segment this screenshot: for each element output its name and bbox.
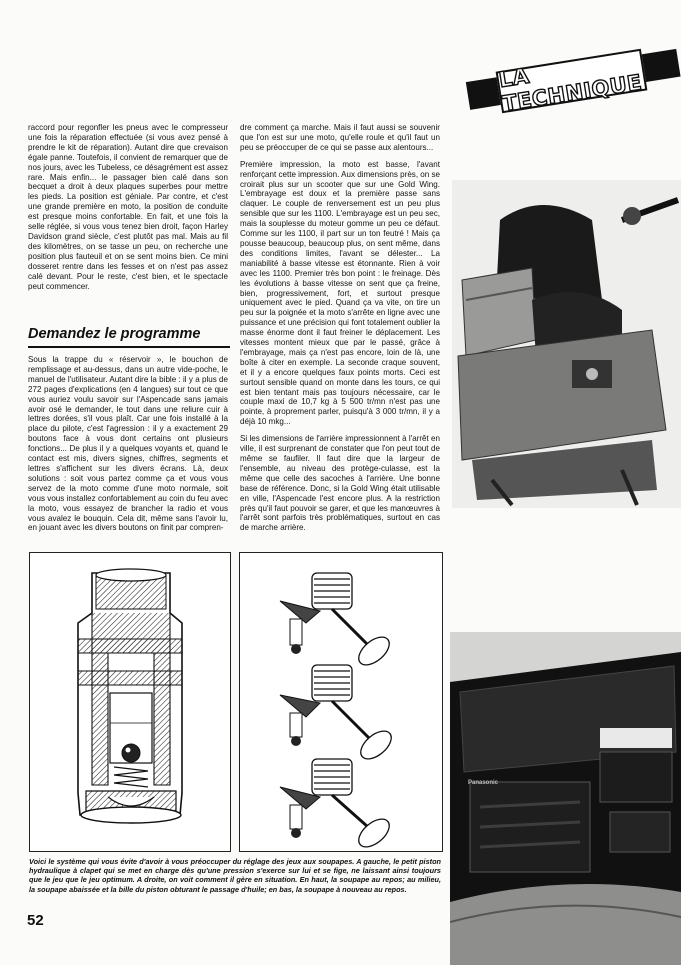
valve-sequence-drawing — [240, 553, 442, 851]
column-1-top — [28, 123, 228, 298]
rubric-title: LA TECHNIQUE — [497, 63, 644, 116]
dashboard-drawing — [450, 632, 681, 965]
column-2 — [240, 123, 440, 540]
valve-lowered-middle — [280, 665, 396, 764]
valve-at-rest-bottom — [280, 759, 394, 851]
motorcycle-photo — [452, 180, 681, 508]
valve-at-rest-top — [280, 573, 394, 670]
rubric-banner — [496, 49, 648, 116]
paragraph: Première impression, la moto est basse, l'avant renforçant cette impression. Aux dimensions près, on se croirait plus sur un scooter que sur une Gold Wing. L'embrayage est doux et la première passe sans claquer. Le couple de renversement est un peu plus sensible que sur les 1100. L'embrayage est un peu sec, mais la souplesse du moteur gomme un peu ce défaut. Comme sur les 1100, il part sur un ton feutré ! Mais ça pousse beaucoup, beaucoup plus, on sent même, dans des conditions limites, l'avant se délester... La maniabilité à basse vitesse est étonnante. Rien à voir avec les 1100. Premier très bon point : le freinage. Dès les évolutions à basse vitesse on sent que ça freine, bien, progressivement, fort, et surtout presque uniquement avec le pied. Quand ça va vite, on tire un peu sur la poignée et la moto s'arrête en ligne avec une puissance et une précision qui font totalement oublier la masse énorme dont il faut freiner le déplacement. Les vitesses montent mieux que par le passé, grâce à l'embrayage, mais ça n'est pas encore, loin de là, une boîte à citer en exemple. La seconde craque souvent, et il y a encore quelques faux points morts. Ceci est surtout sensible quand on monte dans les tours, ce qui est bien tentant mais pas toujours nécessaire, car le couple maxi de 10,7 kg à 5 500 tr/mn n'est pas une pointe, à proprement parler, puisqu'à 3 000 tr/mn, il y a déjà 10 mkg... — [240, 159, 440, 427]
paragraph: raccord pour regonfler les pneus avec le compresseur une fois la réparation effectuée (si vous avez pensé à prendre le kit de réparation). Autant dire que crevaison égale panne. Toutefois, il convient de remarquer que de nos jours, avec les Tubeless, ce désagrément est assez rare. Mais enfin... le passager bien calé dans son becquet a droit à deux plaques superbes pour mettre les pieds. La position est géniale. Par contre, et c'est une grande première en moto, la position de conduite est presque moins confortable. En fait, et une fois la selle réglée, si vous vous tenez bien droit, façon Harley Davidson grand siècle, c'est plutôt pas mal. Mais au fil des kilomètres, on se tasse un peu, on recherche une position plus fauteuil et on se sent moins bien. Ce mini dosseret rentre dans les fesses et on n'est pas assez calé devant. Pour le reste, c'est bien, et le spectacle peut commencer. — [28, 123, 228, 291]
piston-illustration — [29, 552, 231, 852]
figure-caption: Voici le système qui vous évite d'avoir à vous préoccuper du réglage des jeux aux soupapes. A gauche, le petit piston hydraulique à clapet qui se met en charge dès qu'une pression s'exerce sur lui et se fige, ne laissant ainsi toujours que le jeu que le jeu optimum. A droite, on voit comment il gère en situation. En haut, la soupape au repos; au milieu, la soupape abaissée et la bille du piston obturant le passage d'huile; en bas, la soupape à nouveau au repos. — [29, 857, 441, 894]
panasonic-label: Panasonic — [468, 780, 499, 786]
paragraph: dre comment ça marche. Mais il faut aussi se souvenir que l'on est sur une moto, qu'elle roule et qu'il faut un peu se préoccuper de ce qui se passe aux alentours... — [240, 123, 440, 152]
valve-positions-illustration — [239, 552, 443, 852]
section-rule — [28, 346, 230, 348]
section-heading: Demandez le programme — [28, 326, 201, 342]
dashboard-photo — [450, 632, 681, 965]
piston-cross-section-drawing — [30, 553, 230, 851]
column-1-section — [28, 355, 228, 540]
paragraph: Si les dimensions de l'arrière impressionnent à l'arrêt en ville, il est surprenant de constater que l'on peut tout de même se faufiler. Il faut dire que la largeur de l'ensemble, au niveau des protège-culasse, est la même que celle des sacoches à l'arrière. Une bonne base de référence. Donc, si la Gold Wing était utilisable en ville, l'Aspencade l'est encore plus. A la restriction près qu'il faut pouvoir se garer, et que les manœuvres à l'arrêt sont parfois très problématiques, surtout en cas de marche arrière. — [240, 434, 440, 533]
paragraph: Sous la trappe du « réservoir », le bouchon de remplissage et au-dessus, dans un autre vide-poche, le manuel de l'utilisateur. Autant dire la bible : il y a plus de 272 pages d'explications (en 4 langues) sur tout ce que vous auriez voulu savoir sur l'Aspencade sans jamais avoir osé le demander, le tout dans une reliure cuir à lettres dorées, s'il vous plaît. Car une fois installé à la place du pilote, c'est l'agression : il y a exactement 29 boutons face à vous dont certains ont plusieurs fonctions... De plus il y a quelques voyants et, quand le contact est mis, divers signes, chiffres, segments et lettres s'affichent sur les divers écrans. Là, deux solutions : soit vous partez comme ça et vous vous servez de la moto comme d'une moto normale, soit vous vous installez confortablement au coin du feu avec la moto, vous essayez de brancher la radio et vous vous avalez le bouquin. Cela dit, même sans l'avoir lu, en jouant avec les divers boutons on finit par compren- — [28, 355, 228, 533]
page-number: 52 — [27, 912, 44, 929]
motorcycle-rear-drawing — [452, 180, 681, 508]
